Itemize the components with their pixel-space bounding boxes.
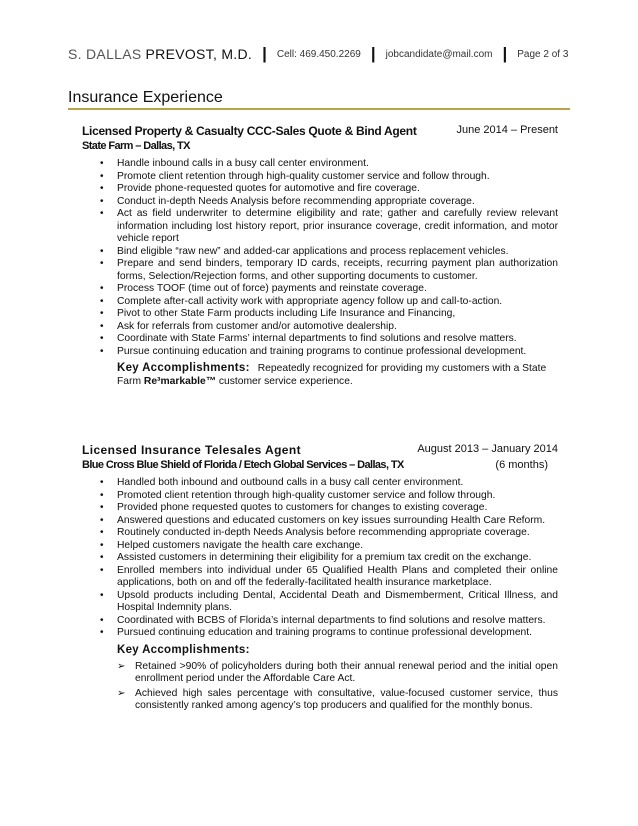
job-title: Licensed Insurance Telesales Agent bbox=[82, 443, 302, 457]
achievements-list bbox=[82, 661, 558, 713]
header-separator: | bbox=[262, 44, 267, 63]
list-item: • Upsold products including Dental, Accidental Death and Dismemberment, Critical Illness, and Hospital Indemnity plans. bbox=[82, 590, 558, 615]
list-item: • Answered questions and educated customers on key issues surrounding Health Care Reform. bbox=[82, 515, 558, 528]
key-accomplishments-label: Key Accomplishments: bbox=[117, 643, 250, 656]
job-title: Licensed Property & Casualty CCC-Sales Quote & Bind Agent bbox=[82, 124, 417, 138]
list-item: • Assisted customers in determining their eligibility for a premium tax credit on the exchange. bbox=[82, 552, 558, 565]
list-item: • Coordinate with State Farms’ internal departments to find solutions and resolve matters. bbox=[82, 333, 558, 346]
job-entry bbox=[82, 443, 558, 715]
section-divider bbox=[68, 108, 570, 110]
phone-number: Cell: 469.450.2269 bbox=[276, 48, 361, 60]
key-accomplishments-label: Key Accomplishments: bbox=[117, 362, 250, 374]
list-item: • Pursue continuing education and training programs to continue professional development. bbox=[82, 346, 558, 359]
job-duration: (6 months) bbox=[495, 459, 548, 471]
name-first: S. DALLAS bbox=[68, 46, 142, 62]
job-dates: June 2014 – Present bbox=[456, 124, 558, 136]
list-item: • Prepare and send binders, temporary ID cards, receipts, recurring payment plan authorization forms, Selection/Rejection forms, and other supporting documents to customer. bbox=[82, 258, 558, 283]
key-accomplishment-text: customer service experience. bbox=[216, 376, 353, 387]
brand-mark: Re³markable™ bbox=[143, 376, 216, 387]
list-item: • Ask for referrals from customer and/or automotive dealership. bbox=[82, 321, 558, 334]
list-item: • Coordinated with BCBS of Florida’s internal departments to find solutions and resolve matters. bbox=[82, 615, 558, 628]
list-item: • Handled both inbound and outbound calls in a busy call center environment. bbox=[82, 477, 558, 490]
resume-header bbox=[68, 44, 573, 64]
list-item: • Enrolled members into individual under 65 Qualified Health Plans and completed their online applications, both on and off the federally-facilitated health insurance marketplace. bbox=[82, 565, 558, 590]
header-separator: | bbox=[370, 44, 376, 63]
section-title: Insurance Experience bbox=[68, 89, 223, 106]
list-item: • Provide phone-requested quotes for automotive and fire coverage. bbox=[82, 183, 558, 196]
achievement-item: ➢ Achieved high sales percentage with consultative, value-focused customer service, thus consistently ranked among agency’s top producers and qualified for the monthly bonus. bbox=[82, 688, 558, 713]
list-item: • Handle inbound calls in a busy call center environment. bbox=[82, 158, 558, 171]
job-dates: August 2013 – January 2014 bbox=[417, 443, 558, 455]
duties-list bbox=[82, 477, 558, 640]
list-item: • Bind eligible “raw new” and added-car applications and process replacement vehicles. bbox=[82, 246, 558, 259]
list-item: • Pivot to other State Farm products including Life Insurance and Financing, bbox=[82, 308, 558, 321]
list-item: • Process TOOF (time out of force) payments and reinstate coverage. bbox=[82, 283, 558, 296]
employer: Blue Cross Blue Shield of Florida / Etech Global Services – Dallas, TX bbox=[82, 459, 404, 471]
employer: State Farm – Dallas, TX bbox=[82, 140, 190, 152]
list-item: • Act as field underwriter to determine eligibility and rate; gather and carefully review relevant information including lost history report, prior insurance coverage, credit information, and motor vehicle report bbox=[82, 208, 558, 246]
list-item: • Provided phone requested quotes to customers for changes to existing coverage. bbox=[82, 502, 558, 515]
list-item: • Helped customers navigate the health care exchange. bbox=[82, 540, 558, 553]
email-address: jobcandidate@mail.com bbox=[385, 48, 493, 60]
list-item: • Promoted client retention through high-quality customer service and follow through. bbox=[82, 490, 558, 503]
header-separator: | bbox=[502, 44, 508, 63]
key-accomplishments bbox=[117, 644, 558, 657]
duties-list bbox=[82, 158, 558, 358]
page-number: Page 2 of 3 bbox=[517, 48, 569, 60]
list-item: • Routinely conducted in-depth Needs Analysis before recommending appropriate coverage. bbox=[82, 527, 558, 540]
list-item: • Promote client retention through high-quality customer service and follow through. bbox=[82, 171, 558, 184]
name-last: PREVOST, M.D. bbox=[145, 46, 253, 62]
achievement-item: ➢ Retained >90% of policyholders during both their annual renewal period and the initial open enrollment period under the Affordable Care Act. bbox=[82, 661, 558, 686]
list-item: • Pursued continuing education and training programs to continue professional development. bbox=[82, 627, 558, 640]
job-entry bbox=[82, 124, 558, 388]
key-accomplishments bbox=[117, 362, 558, 388]
list-item: • Complete after-call activity work with appropriate agency follow up and call-to-action. bbox=[82, 296, 558, 309]
key-accomplishment-text: Repeatedly recognized for providing my customers with a State Farm bbox=[117, 363, 547, 387]
list-item: • Conduct in-depth Needs Analysis before recommending appropriate coverage. bbox=[82, 196, 558, 209]
